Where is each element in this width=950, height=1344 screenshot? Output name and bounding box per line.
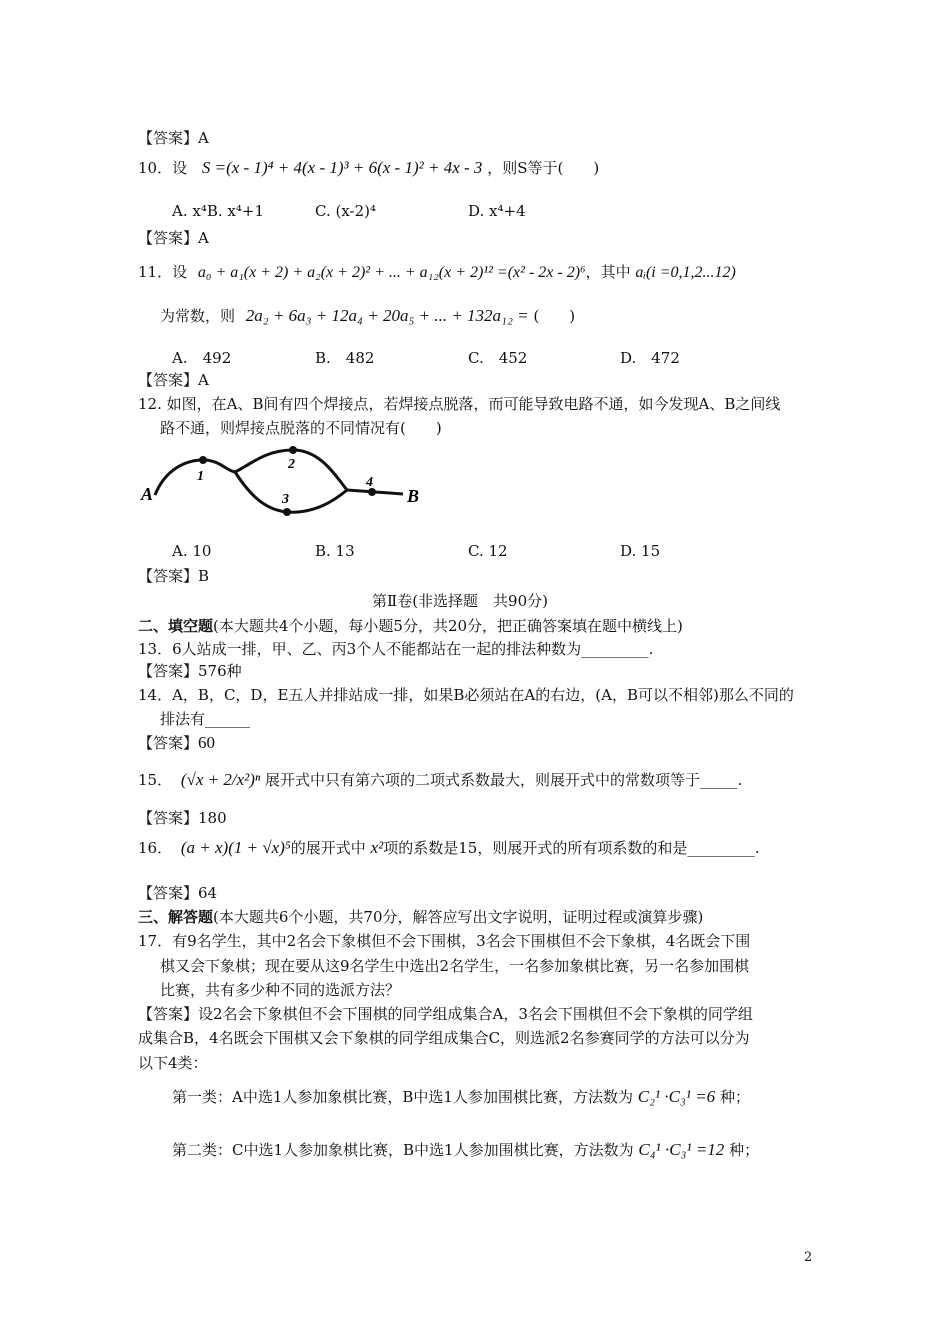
option-a: A. 10 <box>172 542 212 560</box>
option-c: C. 452 <box>468 349 528 367</box>
question-15 <box>138 770 742 790</box>
answer-label: 【答案】 <box>138 734 199 752</box>
option-b: B. 13 <box>315 542 355 560</box>
wire-1-junction <box>203 460 235 472</box>
answer-q14 <box>138 733 215 753</box>
answer-q16: 【答案】64 <box>138 884 218 902</box>
page-number: 2 <box>804 1250 813 1265</box>
label-3: 3 <box>282 492 289 507</box>
question-17-line1: 17．有9名学生，其中2名会下象棋但不会下围棋，3名会下围棋但不会下象棋，4名既会下围 <box>138 932 751 950</box>
option-b: B. 482 <box>315 349 375 367</box>
answer-value: 60 <box>198 733 216 752</box>
question-number: 10．设 <box>138 159 188 177</box>
label-1: 1 <box>197 469 204 484</box>
section-label: 三、解答题 <box>138 908 214 926</box>
answer-q9: 【答案】A <box>138 129 209 147</box>
case-unit: 种； <box>729 1141 760 1159</box>
wire-lower-branch <box>235 472 347 512</box>
section-2-heading <box>138 616 683 636</box>
option-a: A. x⁴B. x⁴+1 <box>172 202 264 220</box>
text: 为常数，则 <box>160 307 236 325</box>
case-1 <box>172 1087 750 1107</box>
formula: (√x + 2/x²)ⁿ <box>180 770 261 789</box>
question-mid: ，其中 <box>585 263 631 281</box>
solder-point-3 <box>283 508 291 516</box>
part-2-title: 第Ⅱ卷(非选择题 共90分) <box>372 592 548 610</box>
option-d: D. 15 <box>620 542 661 560</box>
question-14-line1: 14．A，B，C，D，E五人并排站成一排，如果B必须站在A的右边，(A，B可以不相邻)那么不同的 <box>138 686 794 704</box>
label-2: 2 <box>288 457 295 472</box>
section-desc: (本大题共6个小题，共70分，解答应写出文字说明，证明过程或演算步骤) <box>213 908 704 926</box>
question-17-line3: 比赛，共有多少种不同的选派方法？ <box>160 981 401 999</box>
condition: aᵢ(i =0,1,2...12) <box>635 264 736 281</box>
question-number: 15． <box>138 771 173 789</box>
answer-q13: 【答案】576种 <box>138 662 242 680</box>
circuit-diagram <box>135 440 435 530</box>
formula: S =(x - 1)⁴ + 4(x - 1)³ + 6(x - 1)² + 4x - 3 <box>201 158 483 177</box>
term: x² <box>370 838 384 857</box>
option-a: A. 492 <box>172 349 232 367</box>
formula: C₂¹ ·C₃¹ =6 <box>637 1087 716 1106</box>
label-a: A <box>141 484 154 504</box>
label-4: 4 <box>366 475 373 490</box>
option-c: C. (x-2)⁴ <box>315 202 377 220</box>
question-text-2: 项的系数是15，则展开式的所有项系数的和是_________. <box>383 839 760 857</box>
answer-q17-line2: 成集合B，4名既会下围棋又会下象棋的同学组成集合C，则选派2名参赛同学的方法可以分为 <box>138 1029 750 1047</box>
case-unit: 种； <box>719 1088 750 1106</box>
question-17-line2: 棋又会下象棋；现在要从这9名学生中选出2名学生，一名参加象棋比赛，另一名参加围棋 <box>160 957 750 975</box>
case-text: 第二类：C中选1人参加象棋比赛，B中选1人参加围棋比赛，方法数为 <box>172 1141 634 1159</box>
question-16 <box>138 838 760 858</box>
answer-q12: 【答案】B <box>138 567 210 585</box>
label-b: B <box>407 486 420 506</box>
solder-point-1 <box>199 456 207 464</box>
question-number: 16． <box>138 839 173 857</box>
question-10 <box>138 158 599 178</box>
case-2 <box>172 1140 759 1160</box>
wire-a-to-1 <box>155 460 203 495</box>
solder-point-2 <box>289 446 297 454</box>
answer-q17-line3: 以下4类： <box>138 1054 208 1072</box>
answer-q11: 【答案】A <box>138 371 209 389</box>
section-3-heading <box>138 907 703 927</box>
section-desc: (本大题共4个小题，每小题5分，共20分，把正确答案填在题中横线上) <box>213 617 683 635</box>
question-11 <box>138 262 736 283</box>
paren: ( ) <box>533 307 576 325</box>
formula: (a + x)(1 + √x)⁵ <box>180 838 291 857</box>
question-text-1: 的展开式中 <box>290 839 366 857</box>
question-13: 13．6人站成一排，甲、乙、丙3个人不能都站在一起的排法种数为_________. <box>138 640 654 658</box>
question-12-line2: 路不通，则焊接点脱落的不同情况有( ) <box>160 419 442 437</box>
question-12-line1: 12. 如图，在A、B间有四个焊接点，若焊接点脱落，而可能导致电路不通，如今发现A、B之间线 <box>138 395 781 413</box>
question-number: 11．设 <box>138 263 188 281</box>
question-11-line2 <box>160 306 575 326</box>
formula: C₄¹ ·C₃¹ =12 <box>638 1140 725 1159</box>
question-tail: ，则S等于( ) <box>487 159 600 177</box>
question-14-line2: 排法有______ <box>160 710 251 728</box>
answer-q17-line1: 【答案】设2名会下象棋但不会下围棋的同学组成集合A，3名会下围棋但不会下象棋的同学组 <box>138 1005 753 1023</box>
formula: a₀ + a₁(x + 2) + a₂(x + 2)² + ... + a₁₂(x + 2)¹² =(x² - 2x - 2)⁶ <box>197 264 586 281</box>
question-text: 展开式中只有第六项的二项式系数最大，则展开式中的常数项等于_____. <box>265 771 743 789</box>
case-text: 第一类：A中选1人参加象棋比赛，B中选1人参加围棋比赛，方法数为 <box>172 1088 633 1106</box>
option-d: D. 472 <box>620 349 680 367</box>
answer-q15: 【答案】180 <box>138 809 227 827</box>
option-d: D. x⁴+4 <box>468 202 526 220</box>
section-label: 二、填空题 <box>138 617 214 635</box>
formula: 2a₂ + 6a₃ + 12a₄ + 20a₅ + ... + 132a₁₂ = <box>245 306 529 325</box>
option-c: C. 12 <box>468 542 508 560</box>
answer-q10: 【答案】A <box>138 229 209 247</box>
